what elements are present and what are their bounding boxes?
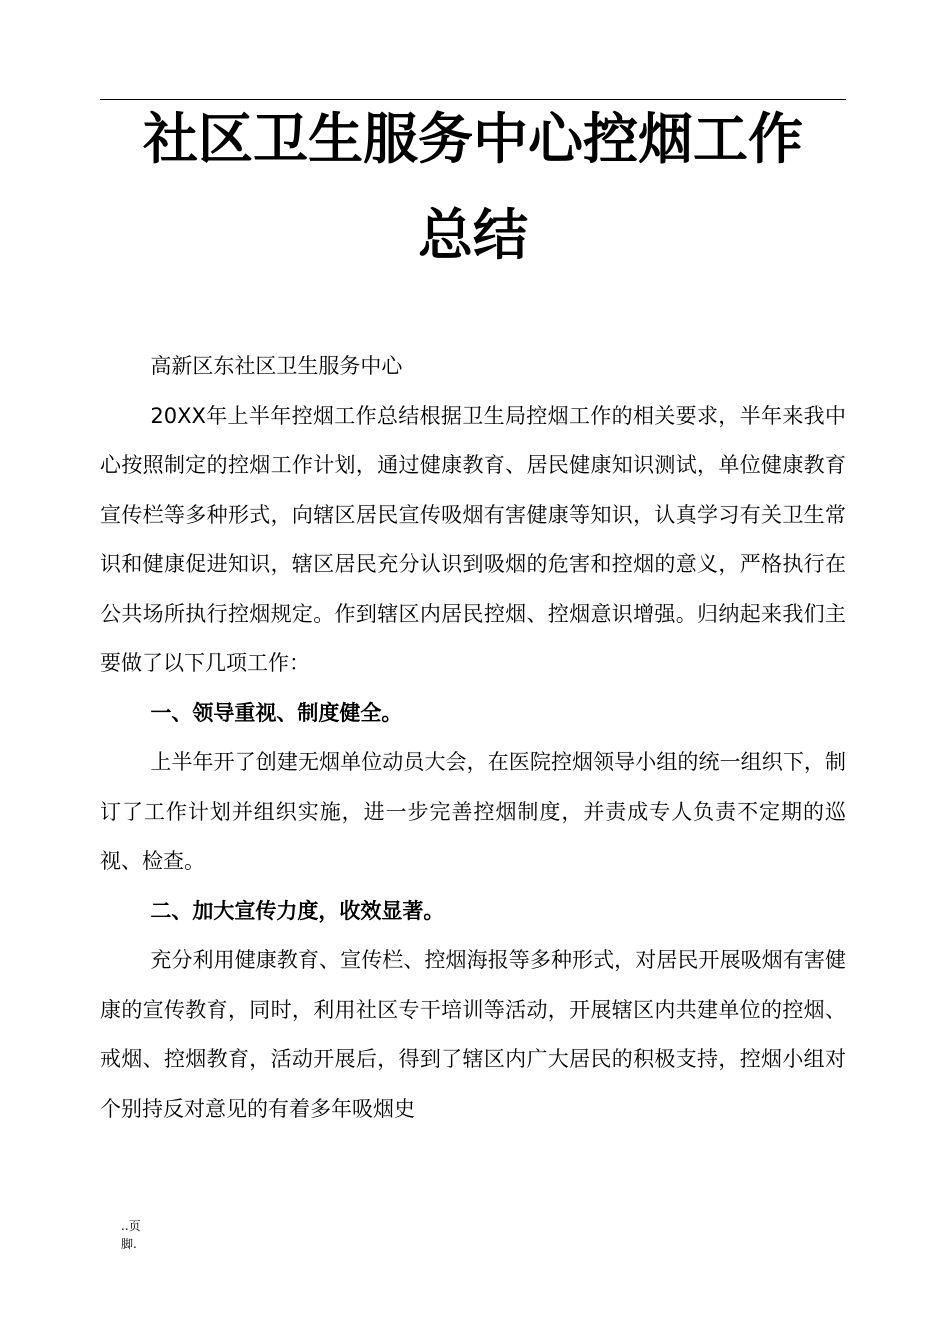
footer-line-1: ..页 <box>121 1219 141 1233</box>
intro-paragraph: 20XX年上半年控烟工作总结根据卫生局控烟工作的相关要求，半年来我中心按照制定的控烟工作计划，通过健康教育、居民健康知识测试，单位健康教育宣传栏等多种形式，向辖区居民宣传吸烟有害健康等知识，认真学习有关卫生常识和健康促进知识，辖区居民充分认识到吸烟的危害和控烟的意义，严格执行在公共场所执行控烟规定。作到辖区内居民控烟、控烟意识增强。归纳起来我们主要做了以下几项工作： <box>100 403 846 675</box>
page-footer <box>121 1217 151 1253</box>
section-heading-2: 二、加大宣传力度，收效显著。 <box>150 898 445 923</box>
document-title-line-2: 总结 <box>417 203 528 267</box>
document-title-line-1: 社区卫生服务中心控烟工作 <box>142 107 803 171</box>
section-paragraph-2: 充分利用健康教育、宣传栏、控烟海报等多种形式，对居民开展吸烟有害健康的宣传教育，同时，利用社区专干培训等活动，开展辖区内共建单位的控烟、戒烟、控烟教育，活动开展后，得到了辖区内广大居民的积极支持，控烟小组对个别持反对意见的有着多年吸烟史 <box>100 948 846 1121</box>
document-body <box>100 342 846 1134</box>
organization-line: 高新区东社区卫生服务中心 <box>150 354 403 378</box>
section-heading-1: 一、领导重视、制度健全。 <box>150 700 403 725</box>
section-paragraph-1: 上半年开了创建无烟单位动员大会，在医院控烟领导小组的统一组织下，制订了工作计划并组织实施，进一步完善控烟制度，并责成专人负责不定期的巡视、检查。 <box>100 750 846 873</box>
footer-line-2: 脚. <box>121 1237 137 1251</box>
